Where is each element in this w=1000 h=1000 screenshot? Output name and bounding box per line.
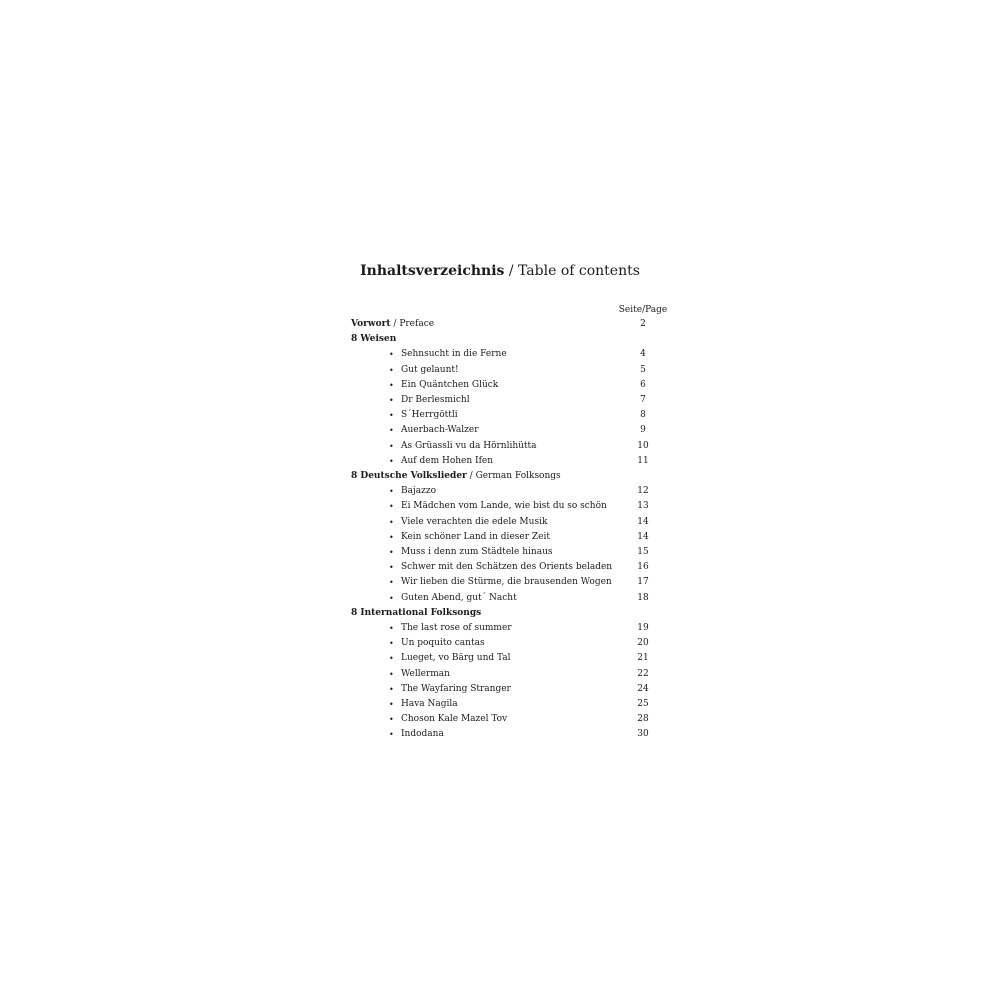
toc-item-row (0, 364, 1000, 377)
toc-item-title: Auf dem Hohen Ifen (401, 456, 494, 466)
toc-item-title: Hava Nagila (401, 699, 458, 709)
toc-page-number: 4 (640, 349, 646, 359)
bullet-icon: • (389, 578, 394, 587)
toc-item-title: Ein Quäntchen Glück (401, 380, 499, 390)
toc-item-title: Viele verachten die edele Musik (401, 517, 548, 527)
toc-item-title: The last rose of summer (401, 623, 512, 633)
toc-page-number: 16 (637, 562, 649, 572)
toc-item-title: Wir lieben die Stürme, die brausenden Wogen (401, 577, 612, 587)
toc-item-title: Schwer mit den Schätzen des Orients beladen (401, 562, 613, 572)
toc-item-row (0, 713, 1000, 726)
bullet-icon: • (389, 594, 394, 603)
bullet-icon: • (389, 366, 394, 375)
bullet-icon: • (389, 715, 394, 724)
page-title (0, 262, 1000, 280)
toc-item-row (0, 409, 1000, 422)
toc-page-number: 17 (637, 577, 649, 587)
toc-section-title: 8 Weisen (351, 334, 397, 344)
bullet-icon: • (389, 654, 394, 663)
toc-item-row (0, 668, 1000, 681)
bullet-icon: • (389, 442, 394, 451)
title-sub: Table of contents (518, 263, 640, 279)
toc-page-number: 10 (637, 441, 649, 451)
bullet-icon: • (389, 685, 394, 694)
toc-item-title: Sehnsucht in die Ferne (401, 349, 507, 359)
toc-page-number: 8 (640, 410, 646, 420)
toc-page-number: 11 (637, 456, 649, 466)
toc-page-number: 14 (637, 517, 649, 527)
toc-page-number: 30 (637, 729, 649, 739)
toc-item-title: Gut gelaunt! (401, 365, 459, 375)
toc-item-row (0, 455, 1000, 468)
bullet-icon: • (389, 639, 394, 648)
toc-section-subtitle: German Folksongs (475, 471, 561, 481)
bullet-icon: • (389, 411, 394, 420)
bullet-icon: • (389, 518, 394, 527)
toc-page-number: 14 (637, 532, 649, 542)
toc-item-title: Bajazzo (401, 486, 437, 496)
toc-item-title: S´Herrgöttli (401, 410, 458, 420)
toc-item-row (0, 516, 1000, 529)
toc-item-row (0, 622, 1000, 635)
toc-page-number: 22 (637, 669, 649, 679)
toc-page-number: 21 (637, 653, 649, 663)
toc-item-title: Wellerman (401, 669, 450, 679)
toc-item-row (0, 394, 1000, 407)
toc-item-row (0, 546, 1000, 559)
toc-section-separator: / (390, 319, 400, 329)
toc-item-row (0, 348, 1000, 361)
toc-section-subtitle: Preface (399, 319, 435, 329)
toc-item-title: Auerbach-Walzer (401, 425, 479, 435)
bullet-icon: • (389, 487, 394, 496)
toc-item-title: Dr Berlesmichl (401, 395, 470, 405)
toc-item-title: Muss i denn zum Städtele hinaus (401, 547, 553, 557)
toc-page-number: 2 (640, 319, 646, 329)
toc-section-row (0, 470, 1000, 483)
toc-item-row (0, 592, 1000, 605)
toc-section-label (351, 470, 561, 483)
title-separator: / (508, 263, 514, 279)
toc-section-title: 8 Deutsche Volkslieder (351, 471, 467, 481)
toc-item-title: The Wayfaring Stranger (401, 684, 511, 694)
toc-section-row (0, 333, 1000, 346)
toc-item-row (0, 576, 1000, 589)
toc-item-title: As Grüassli vu da Hörnlihütta (401, 441, 537, 451)
toc-item-row (0, 531, 1000, 544)
toc-page-number: 7 (640, 395, 646, 405)
toc-page-number: 15 (637, 547, 649, 557)
toc-item-row (0, 561, 1000, 574)
page-column-header: Seite/Page (618, 305, 668, 315)
toc-page-number: 28 (637, 714, 649, 724)
bullet-icon: • (389, 624, 394, 633)
toc-page-number: 5 (640, 365, 646, 375)
toc-item-title: Guten Abend, gut´ Nacht (401, 593, 517, 603)
toc-item-title: Kein schöner Land in dieser Zeit (401, 532, 550, 542)
toc-item-row (0, 698, 1000, 711)
bullet-icon: • (389, 730, 394, 739)
toc-item-row (0, 440, 1000, 453)
bullet-icon: • (389, 670, 394, 679)
toc-item-row (0, 652, 1000, 665)
toc-section-row (0, 607, 1000, 620)
toc-page-number: 13 (637, 501, 649, 511)
toc-item-row (0, 637, 1000, 650)
toc-section-separator: / (466, 471, 476, 481)
toc-section-title: 8 International Folksongs (351, 608, 482, 618)
toc-page-number: 20 (637, 638, 649, 648)
toc-item-title: Indodana (401, 729, 444, 739)
toc-page-number: 18 (637, 593, 649, 603)
toc-page-number: 25 (637, 699, 649, 709)
toc-item-row (0, 728, 1000, 741)
toc-page-number: 6 (640, 380, 646, 390)
bullet-icon: • (389, 396, 394, 405)
toc-section-row (0, 318, 1000, 331)
toc-page-number: 24 (637, 684, 649, 694)
bullet-icon: • (389, 426, 394, 435)
toc-item-title: Choson Kale Mazel Tov (401, 714, 508, 724)
toc-page-number: 19 (637, 623, 649, 633)
toc-section-title: Vorwort (351, 319, 391, 329)
bullet-icon: • (389, 457, 394, 466)
toc-item-row (0, 683, 1000, 696)
toc-section-label (351, 333, 396, 346)
bullet-icon: • (389, 563, 394, 572)
toc-page-number: 9 (640, 425, 646, 435)
toc-item-title: Un poquito cantas (401, 638, 485, 648)
bullet-icon: • (389, 700, 394, 709)
toc-item-row (0, 424, 1000, 437)
toc-item-title: Ei Mädchen vom Lande, wie bist du so schön (401, 501, 607, 511)
title-main: Inhaltsverzeichnis (360, 263, 505, 279)
toc-item-title: Lueget, vo Bärg und Tal (401, 653, 511, 663)
bullet-icon: • (389, 548, 394, 557)
toc-item-row (0, 500, 1000, 513)
bullet-icon: • (389, 381, 394, 390)
bullet-icon: • (389, 350, 394, 359)
bullet-icon: • (389, 533, 394, 542)
bullet-icon: • (389, 502, 394, 511)
toc-item-row (0, 379, 1000, 392)
toc-section-label (351, 318, 434, 331)
toc-section-label (351, 607, 481, 620)
toc-item-row (0, 485, 1000, 498)
toc-page-number: 12 (637, 486, 649, 496)
